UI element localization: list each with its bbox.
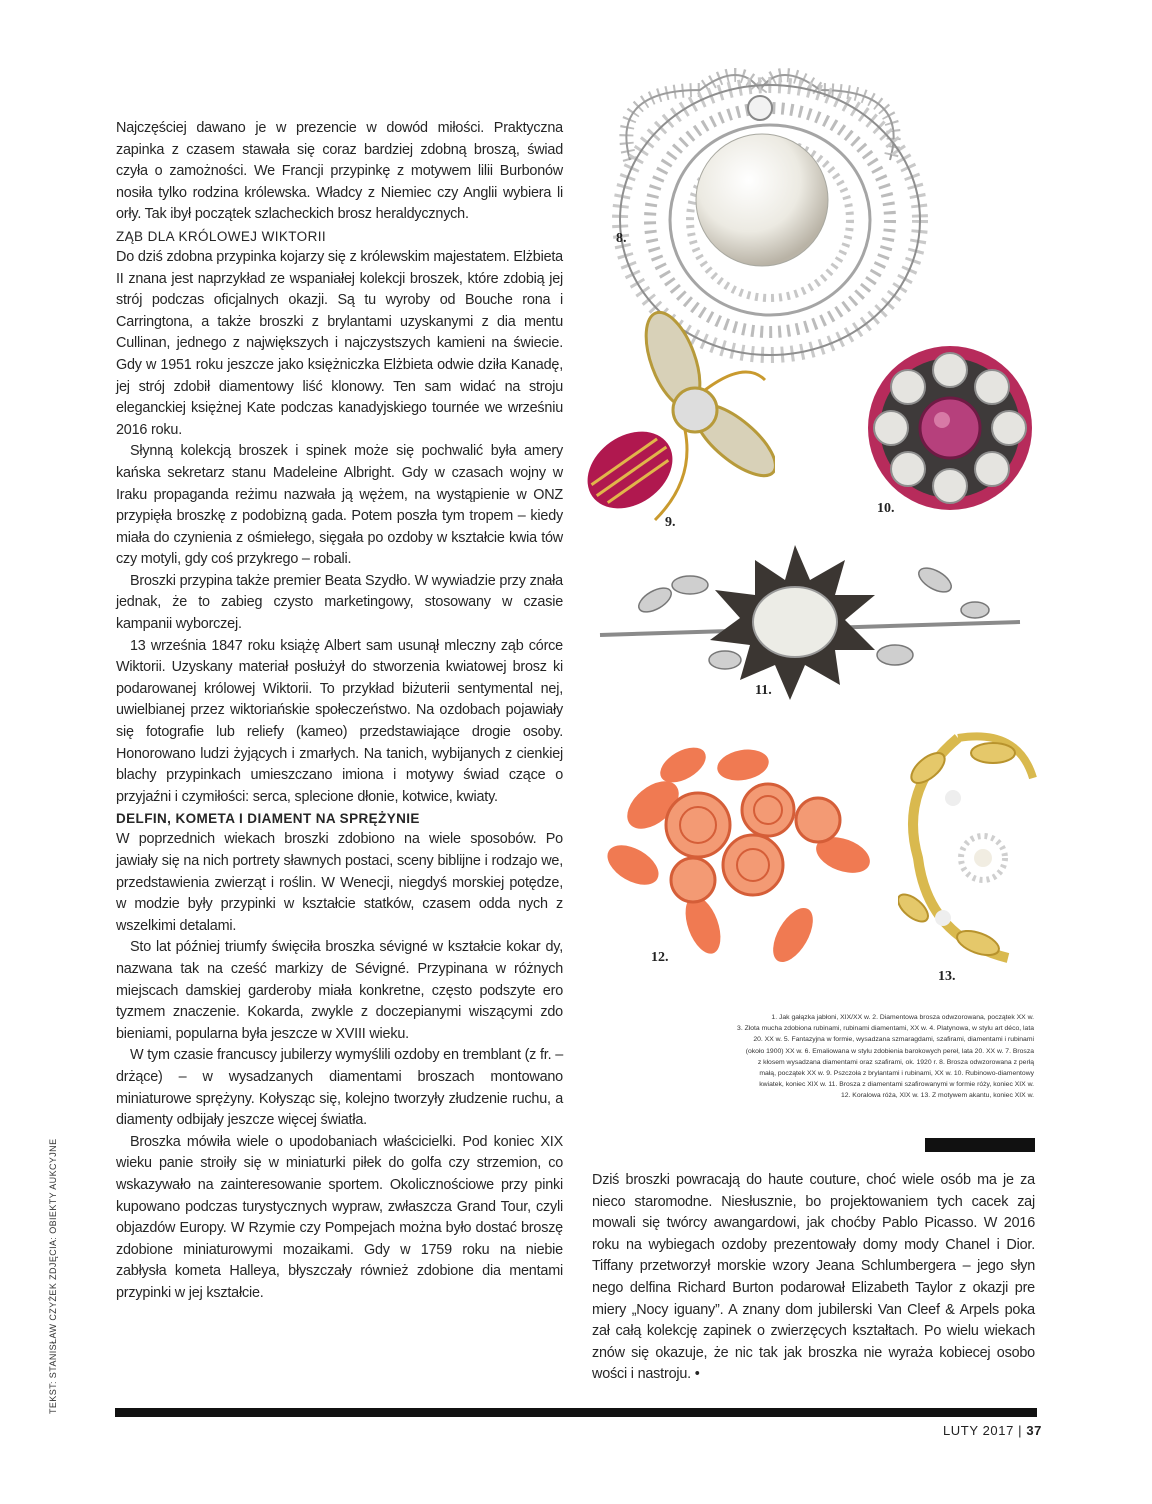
paragraph: W poprzednich wiekach broszki zdobiono na wiele sposobów. Po jawiały się na nich portrety sławnych postaci, sceny biblijne i rodzajo we, przedstawienia zwierząt i roślin. W Wenecji, niegdyś morskiej potędze, w modzie były przypinki w kształcie statków, czasem odda nych z wszelkimi detalami. [116, 831, 563, 934]
brooch-photo-13 [898, 708, 1038, 990]
photo-credit: TEKST: STANISŁAW CZYŻEK ZDJĘCIA: OBIEKTY AUKCYJNE [48, 1138, 58, 1414]
photo-number-12: 12. [651, 950, 669, 965]
caption-line: małą, początek XX w. 9. Pszczoła z brylantami i rubinami, XX w. 10. Rubinowo-diamentowy [759, 1070, 1034, 1078]
photo-number-11: 11. [755, 683, 772, 698]
brooch-photo-10 [862, 340, 1037, 520]
paragraph: 13 września 1847 roku książę Albert sam usunął mleczny ząb córce Wiktorii. Uzyskany materiał posłużył do stworzenia kwiatowej brosz ki podarowanej królowej Wiktorii. To przykład biżuterii sentymental nej, uwielbianej przez wiktoriańskie społeczeństwo. Na ozdobach pojawiały się fotografie lub reliefy (kameo) przedstawiające drogie osoby. Honorowano ludzi żyjących i zmarłych. Na tanich, wybijanych z cienkiej blachy przypinkach umieszczano imiona i motywy świad czące o przyjaźni i czymiłości: serca, splecione dłonie, kotwice, kwiaty. [116, 637, 563, 805]
left-column [116, 118, 563, 1304]
caption-line: 12. Koralowa róża, XIX w. 13. Z motywem akantu, koniec XIX w. [840, 1092, 1034, 1100]
caption-line: 1. Jak gałązka jabłoni, XIX/XX w. 2. Diamentowa brosza odwzorowana, początek XX w. [771, 1014, 1034, 1021]
caption-line: (około 1900) XX w. 6. Emaliowana w stylu zdobienia barokowych pereł, lata 20. XX w. 7. Brosza [745, 1047, 1034, 1055]
page-footer [943, 1423, 1042, 1438]
closing-paragraph: Dziś broszki powracają do haute couture, choć wiele osób ma je za nieco staromodne. Niesłusznie, bo projektowaniem tych cacek zaj mowali się twórcy awangardowi, jak choćby Pablo Picasso. W 2016 roku na wybiegach ozdoby prezentowały domy mody Chanel i Dior. Tiffany przetworzył morskie wzory Jeana Schlumbergera – jego słyn nego delfina Richard Burton podarował Elizabeth Taylor z okazji pre miery „Nocy iguany”. A znany dom jubilerski Van Cleef & Arpels poka zał całą kolekcję zapinek o zwierzęcych kształtach. Po wielu wiekach znów się okazuje, że nic tak jak broszka nie wyraża kobiecej osobo wości i nastroju. • [592, 1172, 1035, 1383]
intro-paragraph: Najczęściej dawano je w prezencie w dowód miłości. Praktyczna zapinka z czasem stawała się coraz bardziej zdobną broszą, świad czyła o zamożności. We Francji przypinkę z motywem lilii Burbonów nosiła tylko rodzina królewska. Władcy z Niemiec czy Anglii wybiera li orły. Tak ibył początek szlacheckich brosz heraldycznych. [116, 120, 563, 223]
right-column [592, 1170, 1035, 1386]
photo-number-8: 8. [616, 231, 627, 246]
brooch-photo-11 [595, 540, 1035, 705]
issue-date: LUTY 2017 [942, 1423, 1014, 1438]
caption-line: kwiatek, koniec XIX w. 11. Brosza z diamentami szafirowanymi w formie róży, koniec XIX w. [759, 1081, 1034, 1089]
paragraph: Sto lat później triumfy święciła broszka sévigné w kształcie kokar dy, nazwana tak na cześć markizy de Sévigné. Przypinana w różnych miejscach damskiej garderoby miała konkretne, często podszyte ero tyzmem znaczenie. Kokarda, zwykle z doczepianymi wiszącymi zdo bieniami, popularna była jeszcze w XVIII wieku. [116, 939, 563, 1042]
photo-number-10: 10. [877, 501, 895, 516]
paragraph: W tym czasie francuscy jubilerzy wymyślili ozdoby en tremblant (z fr. – drżące) – w wysadzanych diamentami broszach montowano miniaturowe sprężyny. Kołysząc się, kolejno tworzyły złudzenie ruchu, a diamenty odbijały jeszcze więcej światła. [116, 1047, 563, 1129]
caption-line: z kłosem wysadzana diamentami oraz szafirami, ok. 1920 r. 8. Brosza odwzorowana z perłą [757, 1058, 1034, 1066]
paragraph: Do dziś zdobna przypinka kojarzy się z królewskim majestatem. Elżbieta II znana jest naprzykład ze wspaniałej kolekcji broszek, które zdobią jej strój podczas oficjalnych okazji. Są tu wyroby od Bouche rona i Carringtona, a także broszki z brylantami uzyskanymi z dia mentu Cullinan, jednego z największych i najczystszych kamieni na świecie. Gdy w 1951 roku jeszcze jako księżniczka Elżbieta odwie dziła Kanadę, jej strój zdobił diamentowy liść klonowy. Ten sam widać na stroju eleganckiej księżnej Kate podczas kanadyjskiego tournée we wrześniu 2016 roku. [116, 248, 563, 438]
paragraph: Broszka mówiła wiele o upodobaniach właścicielki. Pod koniec XIX wieku panie stroiły się w miniaturki piłek do golfa czy strzemion, co wskazywało na zainteresowanie sportem. Okolicznościowe przy pinki kupowano podczas turystycznych wypraw, zwłaszcza Grand Tour, czyli objazdów Europy. W Rzymie czy Pompejach można było dostać broszę zdobione miniaturowymi mozaikami. Gdy w 1759 roku na niebie zabłysła kometa Halleya, błyszczały również zdobione dia mentami przypinki w jej kształcie. [116, 1133, 563, 1301]
caption-line: 20. XX w. 5. Fantazyjna w formie, wysadzana szmaragdami, szafirami, diamentami i rubinami [753, 1036, 1034, 1044]
photo-captions [593, 1012, 1034, 1102]
brooch-photo-12 [593, 725, 893, 975]
paragraph: Słynną kolekcją broszek i spinek może się pochwalić była amery kańska sekretarz stanu Madeleine Albright. Gdy w czasach wojny w Iraku propaganda reżimu nazwała ją wężem, na wystąpienie w ONZ przypięła broszkę z podobizną gada. Potem poszła tym tropem – kiedy miała do czynienia z ośmiełego, sięgała po ozdoby w kształcie kwia tów czy motyli, gdy coś przykrego – robali. [116, 443, 563, 568]
footer-separator: | [1018, 1423, 1023, 1438]
black-bar-decoration [925, 1138, 1035, 1152]
brooch-photo-9 [585, 300, 775, 540]
photo-number-9: 9. [665, 515, 676, 530]
bottom-rule [115, 1408, 1037, 1417]
photo-number-13: 13. [938, 969, 956, 984]
section-heading-2: DELFIN, KOMETA I DIAMENT NA SPRĘŻYNIE [116, 811, 420, 827]
caption-line: 3. Złota mucha zdobiona rubinami, rubinami diamentami, XX w. 4. Platynowa, w stylu art déco, lata [737, 1025, 1034, 1033]
page-number: 37 [1026, 1423, 1042, 1438]
section-heading-1: ZĄB DLA KRÓLOWEJ WIKTORII [116, 228, 327, 244]
paragraph: Broszki przypina także premier Beata Szydło. W wywiadzie przy znała jednak, że to zabieg czysto marketingowy, stosowany w czasie kampanii wyborczej. [116, 572, 563, 633]
